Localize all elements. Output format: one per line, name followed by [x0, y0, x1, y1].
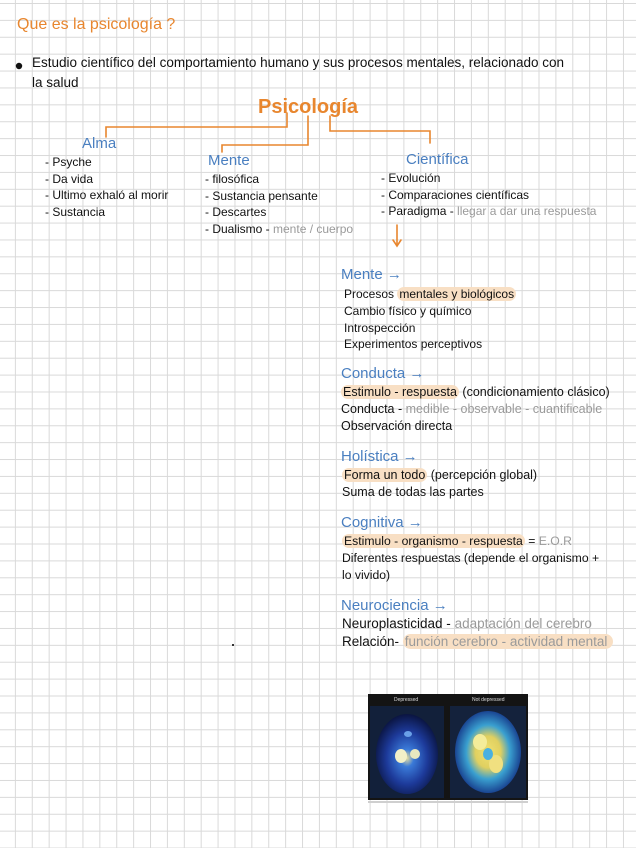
text-part: Procesos: [344, 287, 398, 301]
list-item: - Descartes: [205, 205, 267, 219]
list-item: - Sustancia: [45, 204, 106, 219]
list-item: [342, 467, 537, 484]
list-item: - Psyche: [45, 155, 92, 169]
list-item: [341, 384, 610, 401]
list-item: - Ultimo exhaló al morir: [45, 188, 169, 202]
highlighted-text: mentales y biológicos: [399, 287, 515, 301]
text-part: (condicionamiento clásico): [458, 385, 610, 399]
list-item: - filosófica: [205, 172, 260, 186]
alma-title: Alma: [82, 135, 117, 152]
list-item: - Da vida: [45, 171, 94, 186]
alma-list: [45, 154, 168, 220]
mente-list: [205, 171, 353, 237]
section-holistica-title: Holística →: [341, 448, 418, 465]
note-text: medible - observable - cuantificable: [405, 402, 603, 416]
text-part: (percepción global): [427, 468, 538, 482]
image-caption-bar: [368, 801, 528, 803]
page-title: Que es la psicología ?: [17, 16, 176, 33]
highlighted-text: Estimulo - organismo - respuesta: [344, 534, 523, 548]
brain-scan-image: [368, 694, 528, 800]
list-item: [205, 221, 353, 238]
list-item: Suma de todas las partes: [342, 485, 484, 499]
list-item: [342, 533, 599, 550]
dot-mark: [232, 644, 234, 646]
mente-title: Mente: [208, 152, 250, 169]
brain-scan-graphic: [368, 694, 528, 800]
list-item: [381, 203, 596, 220]
cientifica-title: Científica: [406, 151, 469, 168]
section-neurociencia-title: Neurociencia →: [341, 597, 448, 614]
list-item: - Sustancia pensante: [205, 188, 318, 203]
tree-root-title: Psicología: [258, 96, 359, 118]
list-item: [342, 633, 613, 651]
section-conducta-title: Conducta →: [341, 365, 425, 382]
section-conducta-list: [341, 384, 610, 435]
item-note: mente / cuerpo: [273, 221, 354, 236]
text-part: Conducta -: [341, 402, 406, 416]
list-item: [342, 615, 613, 633]
text-part: Neuroplasticidad -: [342, 616, 455, 631]
section-neurociencia-list: [342, 615, 613, 650]
intro-line-2: la salud: [32, 75, 79, 90]
intro-line-1: Estudio científico del comportamiento humano y sus procesos mentales, relacionado con: [32, 55, 565, 70]
section-cognitiva-title: Cognitiva →: [341, 514, 423, 531]
item-prefix: - Dualismo -: [205, 221, 274, 236]
list-item: Observación directa: [341, 419, 453, 433]
list-item: [341, 401, 610, 418]
section-mente-list: [344, 286, 516, 353]
text-part: =: [524, 534, 539, 548]
list-item: Experimentos perceptivos: [344, 337, 483, 352]
list-item: - Comparaciones científicas: [381, 187, 530, 202]
cientifica-list: [381, 170, 596, 220]
list-item: - Evolución: [381, 171, 441, 185]
text-part: Relación-: [342, 633, 403, 649]
section-cognitiva-list: [342, 533, 599, 584]
note-text: adaptación del cerebro: [454, 616, 592, 631]
list-item: [344, 286, 516, 303]
list-item: lo vivido): [342, 568, 391, 582]
highlighted-note: función cerebro - actividad mental: [403, 634, 614, 649]
list-item: Introspección: [344, 320, 416, 335]
highlighted-text: Estimulo - respuesta: [343, 385, 457, 399]
note-text: E.O.R: [538, 534, 572, 548]
section-mente-title: Mente →: [341, 266, 402, 283]
highlighted-text: Forma un todo: [344, 468, 426, 482]
section-holistica-list: [342, 467, 537, 501]
list-item: Cambio físico y químico: [344, 303, 472, 318]
item-note: llegar a dar una respuesta: [457, 204, 597, 218]
scan-label-left: Depressed: [394, 697, 419, 703]
list-item: Diferentes respuestas (depende el organismo +: [342, 551, 600, 565]
scan-label-right: Not depressed: [472, 697, 505, 703]
item-prefix: - Paradigma -: [381, 204, 458, 218]
